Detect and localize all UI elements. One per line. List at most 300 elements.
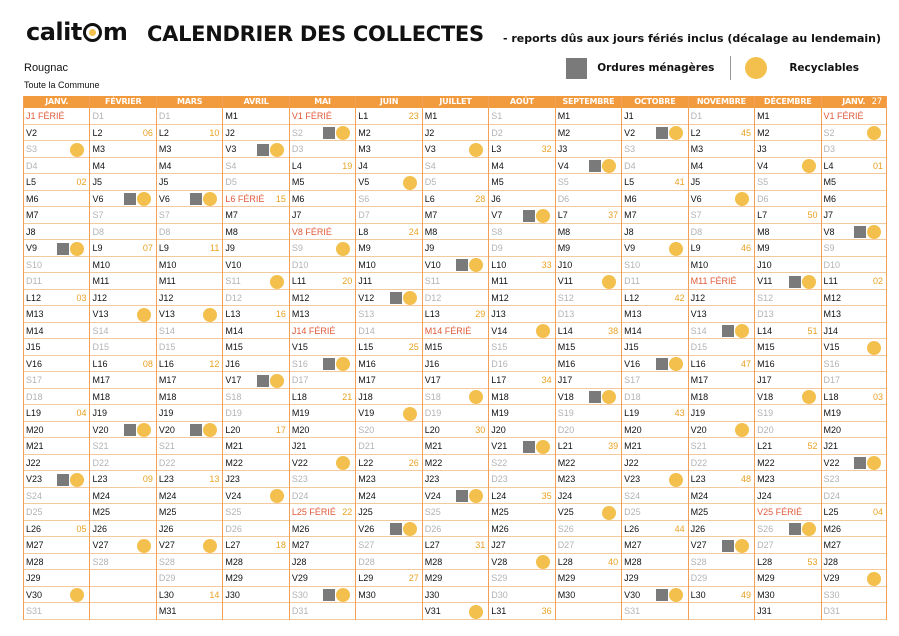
day-cell — [423, 240, 488, 257]
day-label: S30 — [823, 589, 840, 600]
day-cell — [822, 306, 886, 323]
week-number: 13 — [209, 474, 220, 484]
day-label: D4 — [26, 160, 38, 171]
grey-square-icon — [854, 457, 866, 469]
day-label: L4 — [291, 160, 302, 171]
day-cell — [622, 191, 687, 208]
day-cell — [24, 141, 89, 158]
day-cell — [24, 405, 89, 422]
day-cell — [290, 603, 355, 620]
day-label: M22 — [225, 457, 243, 468]
day-cell — [622, 438, 687, 455]
day-label: M7 — [26, 210, 39, 220]
collection-icons — [802, 159, 816, 173]
day-cell — [157, 108, 222, 125]
day-cell — [157, 521, 222, 538]
day-cell — [489, 389, 554, 406]
day-label: V30 — [26, 589, 43, 600]
day-cell — [822, 224, 886, 241]
yellow-circle-icon — [536, 324, 550, 338]
day-cell — [290, 471, 355, 488]
day-cell — [356, 405, 421, 422]
day-cell — [689, 108, 754, 125]
grey-square-icon — [566, 58, 587, 79]
day-cell — [290, 108, 355, 125]
day-cell — [622, 290, 687, 307]
day-label: V2 — [26, 127, 38, 138]
day-label: M7 — [424, 210, 438, 220]
day-label: V13 — [158, 309, 175, 319]
week-number: 26 — [408, 457, 419, 468]
day-label: M28 — [225, 556, 243, 567]
day-cell — [622, 174, 687, 191]
day-label: J14 — [823, 325, 839, 336]
day-cell — [622, 504, 687, 521]
day-cell — [223, 603, 288, 620]
day-label: J7 — [823, 210, 834, 220]
day-cell — [157, 306, 222, 323]
day-label: V29 — [823, 573, 840, 583]
day-cell — [489, 306, 554, 323]
grey-square-icon — [390, 523, 402, 535]
day-cell — [223, 405, 288, 422]
day-label: S23 — [823, 474, 840, 484]
day-cell — [356, 372, 421, 389]
day-label: M12 — [491, 292, 509, 303]
commune-name: Rougnac — [24, 62, 69, 74]
day-label: S16 — [823, 358, 840, 369]
week-number: 38 — [608, 325, 619, 336]
collection-icons — [270, 275, 284, 289]
day-cell — [24, 488, 89, 505]
day-label: J5 — [690, 177, 701, 187]
day-label: J23 — [424, 474, 440, 484]
day-cell — [423, 372, 488, 389]
day-label: M11 FÉRIÉ — [690, 276, 737, 286]
day-label: M25 — [690, 507, 709, 517]
day-cell — [755, 405, 820, 422]
grey-square-icon — [456, 259, 468, 271]
grey-square-icon — [656, 127, 668, 139]
day-label: S9 — [291, 243, 303, 253]
day-cell — [356, 125, 421, 142]
day-label: S21 — [690, 441, 707, 451]
collection-icons — [469, 390, 483, 404]
day-cell — [755, 306, 820, 323]
yellow-circle-icon — [270, 143, 284, 157]
day-label: V5 — [358, 177, 370, 187]
day-label: M1 — [424, 111, 438, 121]
day-label: J24 — [757, 490, 772, 501]
day-cell — [423, 339, 488, 356]
day-cell — [24, 521, 89, 538]
grey-square-icon — [323, 127, 335, 139]
day-label: M19 — [823, 408, 842, 418]
day-cell — [822, 323, 886, 340]
day-cell — [689, 504, 754, 521]
yellow-circle-icon — [536, 555, 550, 569]
day-label: V27 — [158, 540, 175, 550]
day-cell — [223, 141, 288, 158]
day-label: S26 — [557, 523, 574, 534]
yellow-circle-icon — [669, 473, 683, 487]
day-cell — [489, 488, 554, 505]
day-cell — [356, 471, 421, 488]
day-cell — [223, 438, 288, 455]
day-cell — [223, 587, 288, 604]
day-cell — [755, 207, 820, 224]
day-cell — [157, 339, 222, 356]
day-label: J5 — [92, 177, 102, 187]
day-label: J17 — [757, 375, 772, 385]
day-label: L30 — [158, 589, 174, 600]
day-cell — [423, 504, 488, 521]
day-label: D15 — [158, 342, 176, 352]
day-label: S19 — [757, 408, 774, 418]
grey-square-icon — [722, 325, 734, 337]
day-cell — [755, 554, 820, 571]
day-label: L5 — [624, 177, 635, 187]
day-cell — [689, 224, 754, 241]
yellow-circle-icon — [469, 390, 483, 404]
day-label: L20 — [424, 424, 440, 435]
day-label: S18 — [424, 391, 441, 402]
day-cell — [489, 504, 554, 521]
day-label: S28 — [690, 556, 707, 567]
day-label: M21 — [26, 441, 44, 451]
day-cell — [90, 108, 155, 125]
day-cell — [356, 587, 421, 604]
yellow-circle-icon — [745, 57, 767, 79]
day-cell — [689, 306, 754, 323]
collection-icons — [456, 258, 483, 272]
day-cell — [755, 158, 820, 175]
yellow-circle-icon — [735, 192, 749, 206]
day-label: L6 FÉRIÉ — [225, 193, 265, 204]
day-cell — [689, 554, 754, 571]
day-label: M13 — [291, 309, 310, 319]
day-cell — [90, 240, 155, 257]
day-cell — [157, 405, 222, 422]
day-cell — [157, 356, 222, 373]
day-cell — [356, 158, 421, 175]
yellow-circle-icon — [867, 341, 881, 355]
day-label: M14 FÉRIÉ — [424, 325, 472, 336]
day-cell — [90, 471, 155, 488]
day-label: L27 — [424, 540, 440, 550]
day-label: M6 — [624, 193, 637, 204]
grey-square-icon — [589, 160, 601, 172]
day-label: M30 — [757, 589, 775, 600]
day-cell — [90, 587, 155, 604]
week-number: 01 — [872, 160, 883, 171]
collection-icons — [602, 506, 616, 520]
week-number: 41 — [674, 177, 685, 187]
day-cell — [689, 570, 754, 587]
month-column — [156, 96, 222, 620]
day-label: J4 — [358, 160, 368, 171]
day-label: M9 — [557, 243, 571, 253]
day-cell — [689, 537, 754, 554]
day-label: J16 — [225, 358, 240, 369]
day-label: M29 — [225, 573, 243, 583]
day-cell — [90, 290, 155, 307]
week-number: 24 — [408, 226, 419, 237]
yellow-circle-icon — [536, 209, 550, 223]
month-header — [423, 96, 488, 108]
day-cell — [622, 372, 687, 389]
day-cell — [356, 389, 421, 406]
day-label: V6 — [158, 193, 170, 204]
day-label: V8 FÉRIÉ — [291, 226, 332, 237]
day-cell — [290, 438, 355, 455]
day-cell — [223, 537, 288, 554]
day-cell — [157, 554, 222, 571]
day-cell — [556, 570, 621, 587]
day-label: D15 — [690, 342, 708, 352]
collection-icons — [523, 209, 550, 223]
week-number: 28 — [475, 193, 486, 204]
day-cell — [822, 554, 886, 571]
grey-square-icon — [57, 474, 69, 486]
day-label: L23 — [690, 474, 706, 484]
day-label: V16 — [26, 358, 43, 369]
yellow-circle-icon — [669, 357, 683, 371]
day-label: V11 — [757, 276, 773, 286]
day-cell — [157, 488, 222, 505]
day-cell — [755, 323, 820, 340]
day-cell — [356, 240, 421, 257]
day-label: D11 — [26, 276, 42, 286]
day-cell — [622, 141, 687, 158]
day-cell — [822, 488, 886, 505]
day-cell — [622, 306, 687, 323]
day-label: M22 — [424, 457, 443, 468]
day-cell — [822, 422, 886, 439]
day-label: S11 — [225, 276, 241, 286]
grey-square-icon — [456, 490, 468, 502]
day-label: M17 — [358, 375, 376, 385]
day-cell — [157, 207, 222, 224]
day-label: J23 — [225, 474, 240, 484]
day-label: M2 — [358, 127, 371, 138]
day-cell — [489, 207, 554, 224]
day-cell — [755, 488, 820, 505]
day-cell — [689, 422, 754, 439]
day-label: J9 — [225, 243, 235, 253]
month-year: 27 — [871, 97, 882, 107]
day-cell — [290, 389, 355, 406]
day-cell — [822, 207, 886, 224]
day-label: D19 — [225, 408, 242, 418]
month-column — [289, 96, 355, 620]
day-cell — [223, 554, 288, 571]
week-number: 29 — [475, 309, 486, 319]
day-cell — [24, 306, 89, 323]
day-label: J19 — [92, 408, 107, 418]
week-number: 31 — [475, 540, 486, 550]
collection-icons — [336, 242, 350, 256]
day-cell — [489, 339, 554, 356]
day-cell — [822, 174, 886, 191]
day-cell — [755, 240, 820, 257]
day-label: J3 — [557, 144, 568, 154]
month-header — [290, 96, 355, 108]
day-label: V23 — [26, 474, 43, 484]
day-cell — [622, 356, 687, 373]
grey-square-icon — [789, 276, 801, 288]
day-cell — [90, 323, 155, 340]
day-label: M5 — [823, 177, 837, 187]
day-cell — [622, 455, 687, 472]
day-cell — [290, 141, 355, 158]
day-cell — [822, 339, 886, 356]
yellow-circle-icon — [735, 324, 749, 338]
day-label: L30 — [690, 589, 706, 600]
day-label: M13 — [26, 309, 44, 319]
day-cell — [489, 356, 554, 373]
day-label: L9 — [158, 243, 169, 253]
week-number: 11 — [210, 243, 220, 253]
day-label: V10 — [225, 259, 242, 270]
day-label: D20 — [557, 424, 575, 435]
day-label: M21 — [225, 441, 243, 451]
day-label: M3 — [158, 144, 172, 154]
day-label: D27 — [757, 540, 774, 550]
grey-square-icon — [390, 292, 402, 304]
day-cell — [24, 224, 89, 241]
day-label: L23 — [92, 474, 108, 484]
day-cell — [356, 521, 421, 538]
day-label: J30 — [225, 589, 240, 600]
day-label: M24 — [358, 490, 376, 501]
day-cell — [689, 455, 754, 472]
day-cell — [556, 587, 621, 604]
day-cell — [423, 141, 488, 158]
day-label: M7 — [624, 210, 637, 220]
yellow-circle-icon — [469, 605, 483, 619]
day-label: S30 — [291, 589, 308, 600]
day-cell — [423, 306, 488, 323]
month-header — [822, 96, 886, 108]
day-cell — [90, 438, 155, 455]
day-label: V20 — [690, 424, 707, 435]
day-label: L28 — [757, 556, 773, 567]
day-cell — [356, 323, 421, 340]
day-cell — [822, 471, 886, 488]
day-label: L6 — [424, 193, 435, 204]
week-number: 45 — [741, 127, 752, 138]
day-cell — [90, 174, 155, 191]
day-cell — [356, 207, 421, 224]
day-label: V28 — [491, 556, 508, 567]
day-label: M25 — [158, 507, 177, 517]
day-cell — [622, 158, 687, 175]
collection-icons — [257, 143, 284, 157]
day-cell — [223, 158, 288, 175]
day-cell — [556, 405, 621, 422]
day-cell — [90, 537, 155, 554]
day-cell — [24, 257, 89, 274]
day-cell — [290, 554, 355, 571]
day-label: S15 — [491, 342, 508, 352]
day-label: J2 — [225, 127, 235, 138]
day-cell — [356, 224, 421, 241]
day-cell — [556, 422, 621, 439]
day-cell — [90, 372, 155, 389]
day-label: M3 — [690, 144, 704, 154]
day-label: L28 — [557, 556, 573, 567]
day-cell — [223, 125, 288, 142]
day-label: D8 — [158, 226, 171, 237]
yellow-circle-icon — [536, 440, 550, 454]
day-label: V7 — [491, 210, 503, 220]
week-number: 25 — [408, 342, 419, 352]
day-label: M20 — [26, 424, 44, 435]
grey-square-icon — [257, 375, 269, 387]
day-cell — [556, 389, 621, 406]
day-label: L7 — [757, 210, 768, 220]
day-label: M12 — [291, 292, 310, 303]
yellow-circle-icon — [270, 374, 284, 388]
collection-icons — [124, 192, 151, 206]
day-label: S10 — [624, 259, 641, 270]
day-cell — [556, 290, 621, 307]
day-label: V22 — [823, 457, 840, 468]
day-label: L27 — [225, 540, 241, 550]
day-label: M23 — [358, 474, 376, 484]
day-label: L29 — [358, 573, 374, 583]
day-label: D13 — [557, 309, 575, 319]
day-label: M22 — [757, 457, 775, 468]
day-label: V13 — [92, 309, 109, 319]
day-cell — [223, 389, 288, 406]
day-label: M9 — [358, 243, 371, 253]
day-label: D5 — [225, 177, 237, 187]
day-label: S1 — [491, 111, 503, 121]
day-label: V6 — [92, 193, 104, 204]
week-number: 49 — [741, 589, 752, 600]
day-cell — [356, 273, 421, 290]
yellow-circle-icon — [602, 506, 616, 520]
day-cell — [755, 108, 820, 125]
grey-square-icon — [589, 391, 601, 403]
day-label: D8 — [92, 226, 104, 237]
day-cell — [423, 207, 488, 224]
day-label: D14 — [358, 325, 375, 336]
yellow-circle-icon — [669, 126, 683, 140]
day-cell — [356, 339, 421, 356]
day-label: J26 — [690, 523, 706, 534]
day-cell — [822, 389, 886, 406]
day-label: M29 — [757, 573, 775, 583]
day-label: M19 — [491, 408, 509, 418]
day-cell — [689, 290, 754, 307]
day-label: L20 — [225, 424, 241, 435]
day-cell — [755, 273, 820, 290]
day-label: M6 — [26, 193, 39, 204]
day-cell — [157, 158, 222, 175]
day-label: J6 — [491, 193, 501, 204]
day-label: M16 — [757, 358, 775, 369]
grey-square-icon — [722, 540, 734, 552]
day-label: J12 — [690, 292, 706, 303]
yellow-circle-icon — [336, 588, 350, 602]
day-label: V20 — [92, 424, 109, 435]
day-cell — [157, 240, 222, 257]
collection-icons — [602, 275, 616, 289]
day-label: S24 — [26, 490, 43, 501]
